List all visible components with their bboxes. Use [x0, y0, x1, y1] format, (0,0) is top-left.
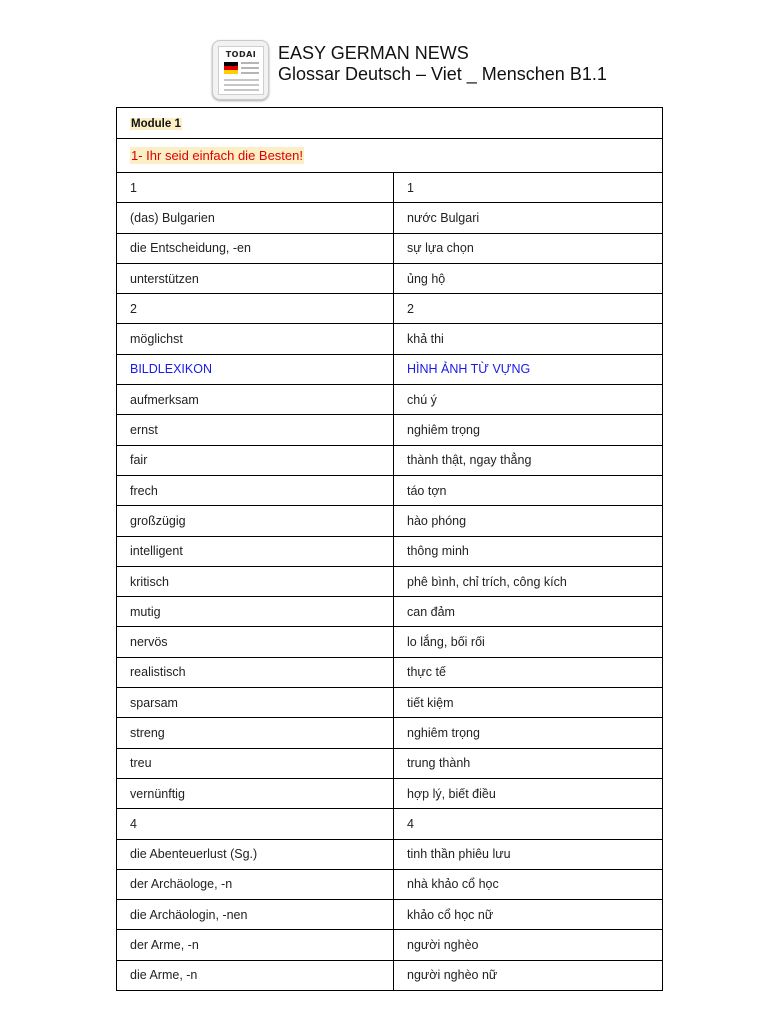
table-row [117, 203, 663, 233]
vietnamese-term-cell: người nghèo [394, 930, 663, 960]
vietnamese-term-cell: sự lựa chọn [394, 233, 663, 263]
vietnamese-term-cell: phê bình, chỉ trích, công kích [394, 566, 663, 596]
vietnamese-term-cell: HÌNH ẢNH TỪ VỰNG [394, 354, 663, 384]
german-term-cell: die Entscheidung, -en [117, 233, 394, 263]
german-term-cell: die Archäologin, -nen [117, 900, 394, 930]
todai-app-logo [212, 40, 269, 100]
text-lines-icon [241, 62, 259, 77]
german-term-cell: frech [117, 475, 394, 505]
vietnamese-term-cell: nghiêm trọng [394, 718, 663, 748]
table-row [117, 173, 663, 203]
vietnamese-term-cell: can đảm [394, 597, 663, 627]
german-term-cell: der Arme, -n [117, 930, 394, 960]
module-label: Module 1 [131, 118, 181, 130]
table-row [117, 778, 663, 808]
table-row [117, 900, 663, 930]
german-term-cell: intelligent [117, 536, 394, 566]
german-term-cell: kritisch [117, 566, 394, 596]
module-cell [117, 108, 663, 139]
german-term-cell: BILDLEXIKON [117, 354, 394, 384]
german-term-cell: mutig [117, 597, 394, 627]
german-term-cell: der Archäologe, -n [117, 869, 394, 899]
table-row [117, 294, 663, 324]
vietnamese-term-cell: nhà khảo cổ học [394, 869, 663, 899]
table-row [117, 960, 663, 990]
table-row [117, 718, 663, 748]
german-term-cell: 1 [117, 173, 394, 203]
german-term-cell: nervös [117, 627, 394, 657]
german-term-cell: vernünftig [117, 778, 394, 808]
table-row [117, 657, 663, 687]
table-row [117, 566, 663, 596]
german-term-cell: (das) Bulgarien [117, 203, 394, 233]
table-row [117, 748, 663, 778]
german-term-cell: aufmerksam [117, 385, 394, 415]
table-row [117, 415, 663, 445]
table-row [117, 536, 663, 566]
vietnamese-term-cell: lo lắng, bối rối [394, 627, 663, 657]
german-term-cell: streng [117, 718, 394, 748]
table-row [117, 930, 663, 960]
german-term-cell: fair [117, 445, 394, 475]
vietnamese-term-cell: hợp lý, biết điều [394, 778, 663, 808]
vietnamese-term-cell: tiết kiệm [394, 688, 663, 718]
table-row [117, 597, 663, 627]
table-row [117, 475, 663, 505]
logo-brand-text: TODAI [225, 50, 257, 59]
table-row [117, 385, 663, 415]
vietnamese-term-cell: người nghèo nữ [394, 960, 663, 990]
german-term-cell: die Abenteuerlust (Sg.) [117, 839, 394, 869]
german-term-cell: realistisch [117, 657, 394, 687]
glossary-table [116, 107, 663, 991]
document-title [278, 43, 607, 85]
lesson-title: 1- Ihr seid einfach die Besten! [131, 148, 303, 163]
vietnamese-term-cell: tinh thần phiêu lưu [394, 839, 663, 869]
vietnamese-term-cell: 2 [394, 294, 663, 324]
vietnamese-term-cell: nước Bulgari [394, 203, 663, 233]
vietnamese-term-cell: táo tợn [394, 475, 663, 505]
table-row [117, 839, 663, 869]
vietnamese-term-cell: khả thi [394, 324, 663, 354]
table-row [117, 809, 663, 839]
vietnamese-term-cell: khảo cổ học nữ [394, 900, 663, 930]
german-flag-icon [224, 62, 238, 74]
german-term-cell: ernst [117, 415, 394, 445]
vietnamese-term-cell: thông minh [394, 536, 663, 566]
table-row [117, 688, 663, 718]
german-term-cell: unterstützen [117, 263, 394, 293]
lesson-row [117, 139, 663, 173]
vietnamese-term-cell: 1 [394, 173, 663, 203]
text-lines-icon [224, 79, 259, 94]
flag-stripe [224, 70, 238, 74]
table-row [117, 445, 663, 475]
vietnamese-term-cell: trung thành [394, 748, 663, 778]
lesson-cell [117, 139, 663, 173]
newspaper-icon [218, 46, 264, 95]
german-term-cell: sparsam [117, 688, 394, 718]
table-row [117, 354, 663, 384]
german-term-cell: 4 [117, 809, 394, 839]
vietnamese-term-cell: ủng hộ [394, 263, 663, 293]
title-line-1: EASY GERMAN NEWS [278, 43, 469, 63]
table-row [117, 506, 663, 536]
german-term-cell: die Arme, -n [117, 960, 394, 990]
module-row [117, 108, 663, 139]
table-row [117, 263, 663, 293]
german-term-cell: großzügig [117, 506, 394, 536]
table-row [117, 233, 663, 263]
vietnamese-term-cell: hào phóng [394, 506, 663, 536]
title-line-2: Glossar Deutsch – Viet _ Menschen B1.1 [278, 64, 607, 84]
german-term-cell: treu [117, 748, 394, 778]
vietnamese-term-cell: nghiêm trọng [394, 415, 663, 445]
table-row [117, 869, 663, 899]
vietnamese-term-cell: chú ý [394, 385, 663, 415]
german-term-cell: 2 [117, 294, 394, 324]
vietnamese-term-cell: thành thật, ngay thẳng [394, 445, 663, 475]
vietnamese-term-cell: 4 [394, 809, 663, 839]
table-row [117, 627, 663, 657]
table-row [117, 324, 663, 354]
vietnamese-term-cell: thực tế [394, 657, 663, 687]
german-term-cell: möglichst [117, 324, 394, 354]
